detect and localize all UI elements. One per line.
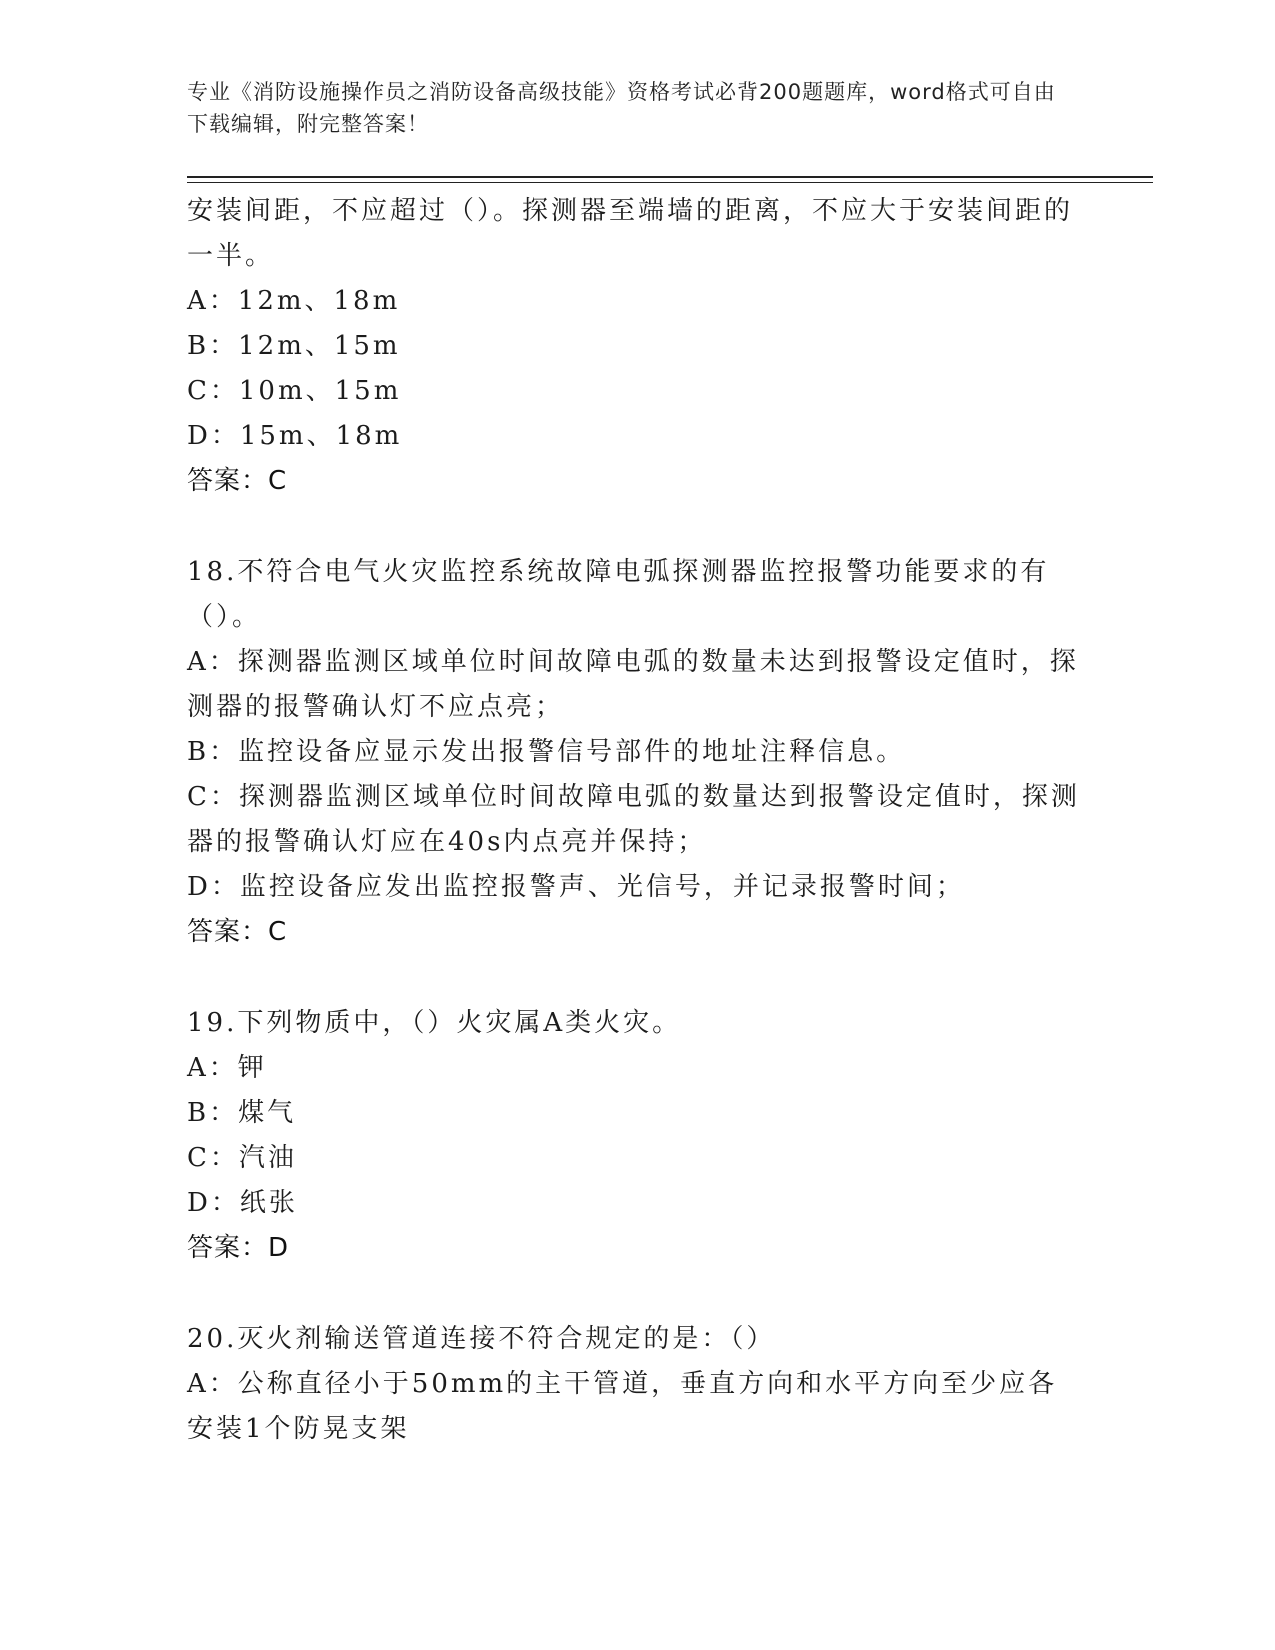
question-17	[187, 189, 1082, 504]
question-spacer	[187, 504, 1082, 550]
option-d: D：纸张	[187, 1188, 298, 1218]
question-stem: 20.灭火剂输送管道连接不符合规定的是：（）	[187, 1324, 776, 1354]
question-spacer	[187, 1271, 1082, 1317]
option-a: A：12m、18m	[187, 286, 401, 316]
question-stem: 19.下列物质中，（）火灾属A类火灾。	[187, 1008, 682, 1038]
option-a: A：公称直径小于50mm的主干管道，垂直方向和水平方向至少应各安装1个防晃支架	[187, 1369, 1058, 1444]
answer-line: 答案：C	[187, 466, 288, 496]
header-rule-thin	[187, 182, 1153, 183]
question-20	[187, 1317, 1082, 1452]
option-d: D：15m、18m	[187, 421, 403, 451]
option-a: A：探测器监测区域单位时间故障电弧的数量未达到报警设定值时，探测器的报警确认灯不应点亮；	[187, 647, 1079, 722]
question-spacer	[187, 955, 1082, 1001]
option-c: C：探测器监测区域单位时间故障电弧的数量达到报警设定值时，探测器的报警确认灯应在40s内点亮并保持；	[187, 782, 1080, 857]
option-b: B：12m、15m	[187, 331, 401, 361]
question-18	[187, 550, 1082, 955]
question-content	[187, 189, 1082, 1452]
option-d: D：监控设备应发出监控报警声、光信号，并记录报警时间；	[187, 872, 965, 902]
question-stem: 18.不符合电气火灾监控系统故障电弧探测器监控报警功能要求的有（）。	[187, 557, 1050, 632]
question-stem: 安装间距，不应超过（）。探测器至端墙的距离，不应大于安装间距的一半。	[187, 196, 1074, 271]
document-header: 专业《消防设施操作员之消防设备高级技能》资格考试必背200题题库，word格式可自由下载编辑，附完整答案！	[187, 80, 1056, 136]
option-c: C：10m、15m	[187, 376, 402, 406]
answer-line: 答案：D	[187, 1233, 290, 1263]
option-c: C：汽油	[187, 1143, 297, 1173]
answer-line: 答案：C	[187, 917, 288, 947]
option-b: B：煤气	[187, 1098, 297, 1128]
question-19	[187, 1001, 1082, 1271]
option-b: B：监控设备应显示发出报警信号部件的地址注释信息。	[187, 737, 906, 767]
option-a: A：钾	[187, 1053, 267, 1083]
header-rule-thick	[187, 176, 1153, 178]
